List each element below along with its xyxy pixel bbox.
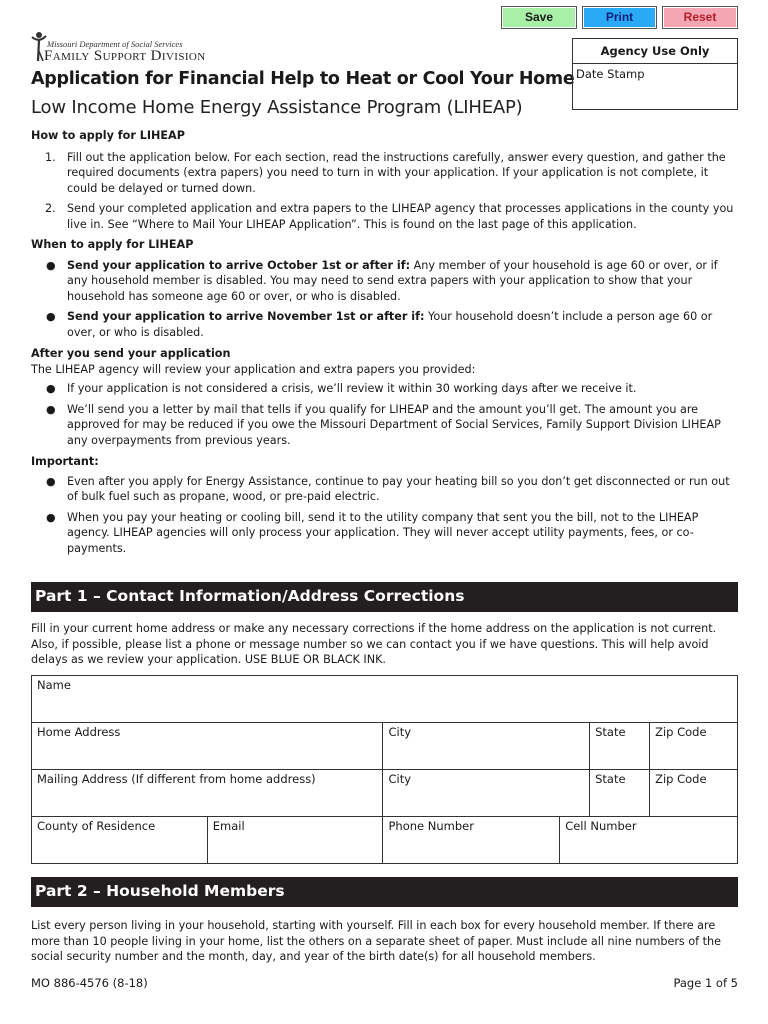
list-item	[31, 150, 738, 197]
list-item	[31, 402, 738, 449]
logo-division-text: Family Support Division	[44, 48, 206, 64]
when-to-apply-heading: When to apply for LIHEAP	[31, 238, 194, 251]
cell-field[interactable]	[560, 817, 738, 864]
list-item	[31, 201, 738, 232]
item-text: We’ll send you a letter by mail that tells if you qualify for LIHEAP and the amount you’ll get. The amount you are approved for may be reduced if you owe the Missouri Department of Social Services, Family Support Division LIHEAP any overpayments from previous years.	[67, 402, 721, 447]
part2-header: Part 2 – Household Members	[31, 877, 738, 907]
bullet-icon: ●	[46, 258, 56, 272]
logo-department-text: Missouri Department of Social Services	[47, 39, 183, 49]
mailing-state-label: State	[595, 772, 626, 786]
instructions-section	[31, 128, 738, 561]
step-number: 1.	[45, 150, 56, 164]
item-text: Even after you apply for Energy Assistance, continue to pay your heating bill so you don’t get disconnected or run out of bulk fuel such as propane, wood, or pre-paid electric.	[67, 474, 730, 503]
list-item	[31, 510, 738, 557]
email-label: Email	[212, 819, 245, 833]
part2-instructions: List every person living in your household, starting with yourself. Fill in each box for every household member. If there are more than 10 people living in your home, list the others on a separate sheet of paper. Must include all nine numbers of the social security number and the month, day, and year of the birth date(s) for all household members.	[31, 919, 722, 963]
home-address-field[interactable]	[32, 723, 383, 770]
page-number: Page 1 of 5	[673, 976, 738, 990]
form-id: MO 886-4576 (8-18)	[31, 976, 148, 990]
date-stamp-label: Date Stamp	[576, 67, 645, 81]
step-text: Fill out the application below. For each section, read the instructions carefully, answer every question, and gather the required documents (extra papers) you need to turn in with your application. If your application is not complete, it could be delayed or turned down.	[67, 150, 726, 195]
phone-label: Phone Number	[388, 819, 474, 833]
county-label: County of Residence	[37, 819, 156, 833]
city-label: City	[388, 725, 412, 739]
contact-info-table	[31, 675, 738, 864]
mailing-state-field[interactable]	[590, 770, 650, 817]
state-label: State	[595, 725, 626, 739]
part1-header: Part 1 – Contact Information/Address Corrections	[31, 582, 738, 612]
mailing-zip-label: Zip Code	[655, 772, 707, 786]
agency-use-heading: Agency Use Only	[573, 39, 737, 64]
bold-lead-text: Send your application to arrive October 1st or after if:	[67, 258, 411, 272]
step-number: 2.	[45, 202, 56, 215]
bullet-icon: ●	[46, 510, 56, 524]
mailing-city-label: City	[388, 772, 412, 786]
page-title: Application for Financial Help to Heat or Cool Your Home	[31, 69, 575, 89]
list-item	[31, 381, 738, 397]
cell-label: Cell Number	[565, 819, 637, 833]
fsd-logo	[31, 31, 251, 67]
reset-button[interactable]: Reset	[662, 6, 738, 29]
after-send-heading: After you send your application	[31, 347, 231, 360]
part1-instructions: Fill in your current home address or make any necessary corrections if the home address on the application is not current. Also, if possible, please list a phone or message number so we can contact you if we have questions. This will help avoid delays as we review your application. USE BLUE OR BLACK INK.	[31, 622, 717, 666]
county-field[interactable]	[32, 817, 208, 864]
how-to-apply-heading: How to apply for LIHEAP	[31, 129, 185, 142]
zip-label: Zip Code	[655, 725, 707, 739]
agency-use-box	[572, 38, 738, 110]
bold-lead-text: Send your application to arrive November 1st or after if:	[67, 310, 425, 323]
bullet-icon: ●	[46, 402, 56, 416]
state-field[interactable]	[590, 723, 650, 770]
print-button[interactable]: Print	[582, 6, 657, 29]
bullet-icon: ●	[46, 382, 56, 395]
step-text: Send your completed application and extra papers to the LIHEAP agency that processes applications in the county you live in. See “Where to Mail Your LIHEAP Application”. This is found on the last page of this application.	[67, 202, 734, 231]
item-text: If your application is not considered a crisis, we’ll review it within 30 working days after we receive it.	[67, 382, 637, 395]
city-field[interactable]	[383, 723, 590, 770]
list-item	[31, 258, 738, 305]
mailing-address-field[interactable]	[32, 770, 383, 817]
item-text: Your household doesn’t include a person age 60 or over, or who is disabled.	[67, 310, 713, 339]
zip-field[interactable]	[650, 723, 738, 770]
email-field[interactable]	[207, 817, 383, 864]
page-subtitle: Low Income Home Energy Assistance Program (LIHEAP)	[31, 97, 523, 118]
after-send-intro: The LIHEAP agency will review your application and extra papers you provided:	[31, 362, 476, 376]
name-field[interactable]	[32, 676, 738, 723]
list-item	[31, 474, 738, 505]
save-button[interactable]: Save	[501, 6, 577, 29]
phone-field[interactable]	[383, 817, 560, 864]
mailing-address-label: Mailing Address (If different from home address)	[37, 772, 316, 786]
list-item	[31, 309, 738, 340]
home-address-label: Home Address	[37, 725, 121, 739]
bullet-icon: ●	[46, 474, 56, 488]
item-text: Any member of your household is age 60 or over, or if any household member is disabled. You may need to send extra papers with your application to show that your household has someone age 60 or over, or who is disabled.	[67, 258, 718, 303]
important-heading: Important:	[31, 455, 99, 468]
item-text: When you pay your heating or cooling bill, send it to the utility company that sent you the bill, not to the LIHEAP agency. LIHEAP agencies will only process your application. They will never accept utility payments, fees, or co-payments.	[67, 510, 699, 555]
name-label: Name	[37, 678, 71, 692]
mailing-zip-field[interactable]	[650, 770, 738, 817]
mailing-city-field[interactable]	[383, 770, 590, 817]
bullet-icon: ●	[46, 310, 56, 323]
